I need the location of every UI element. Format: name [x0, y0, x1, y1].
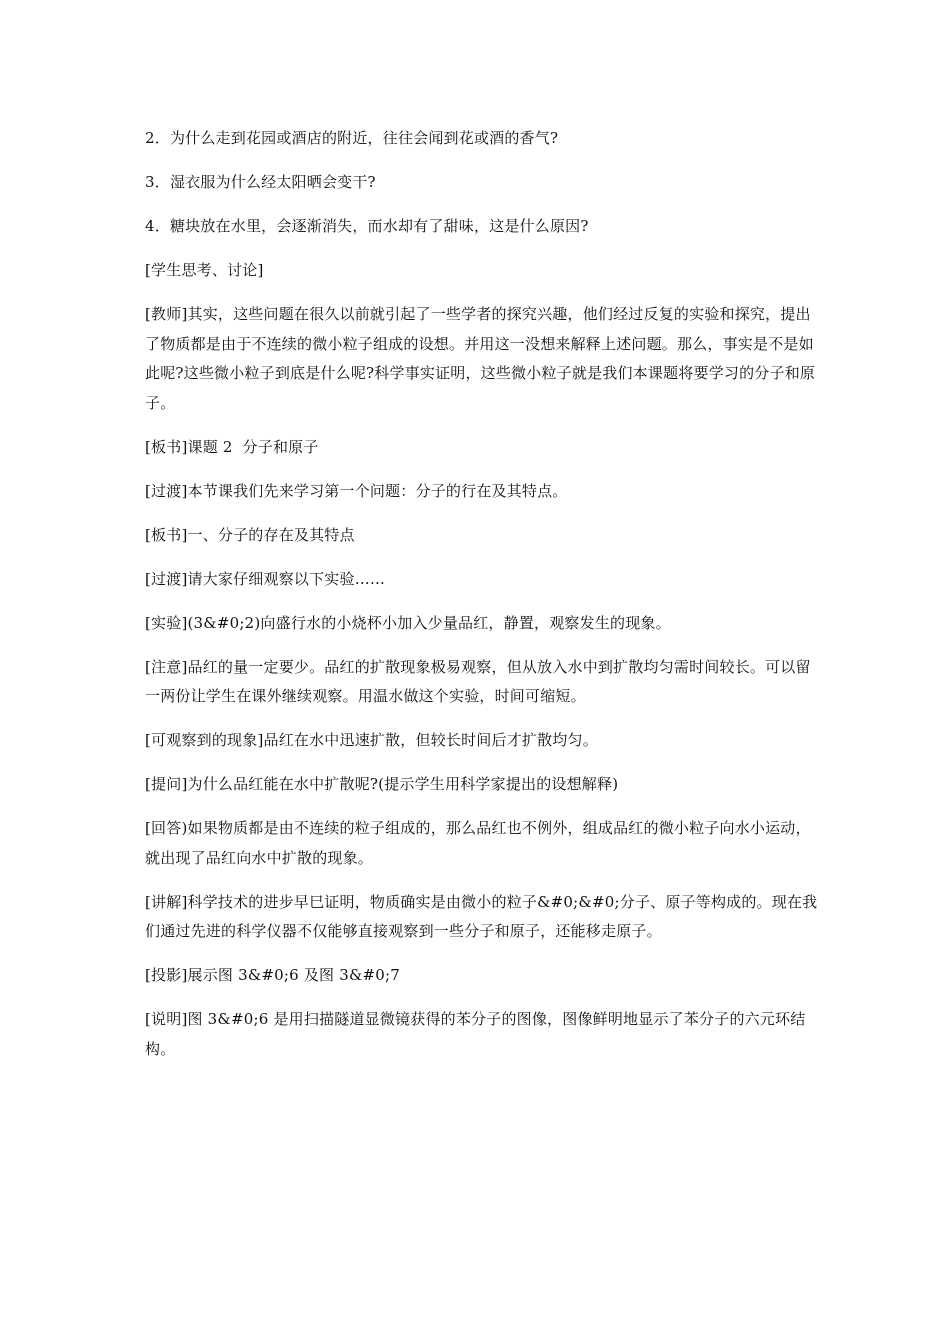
note-paragraph: [注意]品红的量一定要少。品红的扩散现象极易观察，但从放入水中到扩散均匀需时间较长。可以留一两份让学生在课外继续观察。用温水做这个实验，时间可缩短。: [145, 657, 811, 705]
teacher-paragraph: [教师]其实，这些问题在很久以前就引起了一些学者的探究兴趣，他们经过反复的实验和探究，提出了物质都是由于不连续的微小粒子组成的设想。并用这一没想来解释上述问题。那么，事实是不是如此呢?这些微小粒子到底是什么呢?科学事实证明，这些微小粒子就是我们本课题将要学习的分子和原子。: [145, 305, 816, 412]
answer-paragraph: [回答)如果物质都是由不连续的粒子组成的，那么品红也不例外，组成品红的微小粒子向水小运动，就出现了品红向水中扩散的现象。: [145, 819, 811, 867]
explanation-paragraph: [讲解]科学技术的进步早巳证明，物质确实是由微小的粒子&#0;&#0;分子、原子等构成的。现在我们通过先进的科学仪器不仅能够直接观察到一些分子和原子，还能移走原子。: [145, 892, 818, 940]
experiment-paragraph: [实验](3&#0;2)向盛行水的小烧杯小加入少量品红，静置，观察发生的现象。: [145, 613, 671, 632]
question-3-paragraph: 3．湿衣服为什么经太阳晒会变干?: [145, 173, 376, 191]
student-discussion-paragraph: [学生思考、讨论]: [145, 261, 264, 279]
document-body: [145, 124, 825, 1079]
question-4-paragraph: 4．糖块放在水里，会逐渐消失，而水却有了甜味，这是什么原因?: [145, 217, 589, 235]
transition-paragraph-1: [过渡]本节课我们先来学习第一个问题：分子的行在及其特点。: [145, 481, 568, 500]
transition-paragraph-2: [过渡]请大家仔细观察以下实验……: [145, 569, 386, 588]
observation-paragraph: [可观察到的现象]品红在水中迅速扩散，但较长时间后才扩散均匀。: [145, 731, 598, 749]
projection-paragraph: [投影]展示图 3&#0;6 及图 3&#0;7: [145, 966, 401, 984]
question-2-paragraph: 2．为什么走到花园或酒店的附近，往往会闻到花或酒的香气?: [145, 129, 559, 147]
board-title-paragraph: [板书]课题 2 分子和原子: [145, 437, 319, 456]
board-section-paragraph: [板书]一、分子的存在及其特点: [145, 525, 355, 544]
question-paragraph: [提问]为什么品红能在水中扩散呢?(提示学生用科学家提出的设想解释): [145, 775, 619, 793]
description-paragraph: [说明]图 3&#0;6 是用扫描隧道显微镜获得的苯分子的图像，图像鲜明地显示了苯分子的六元环结构。: [145, 1010, 806, 1058]
